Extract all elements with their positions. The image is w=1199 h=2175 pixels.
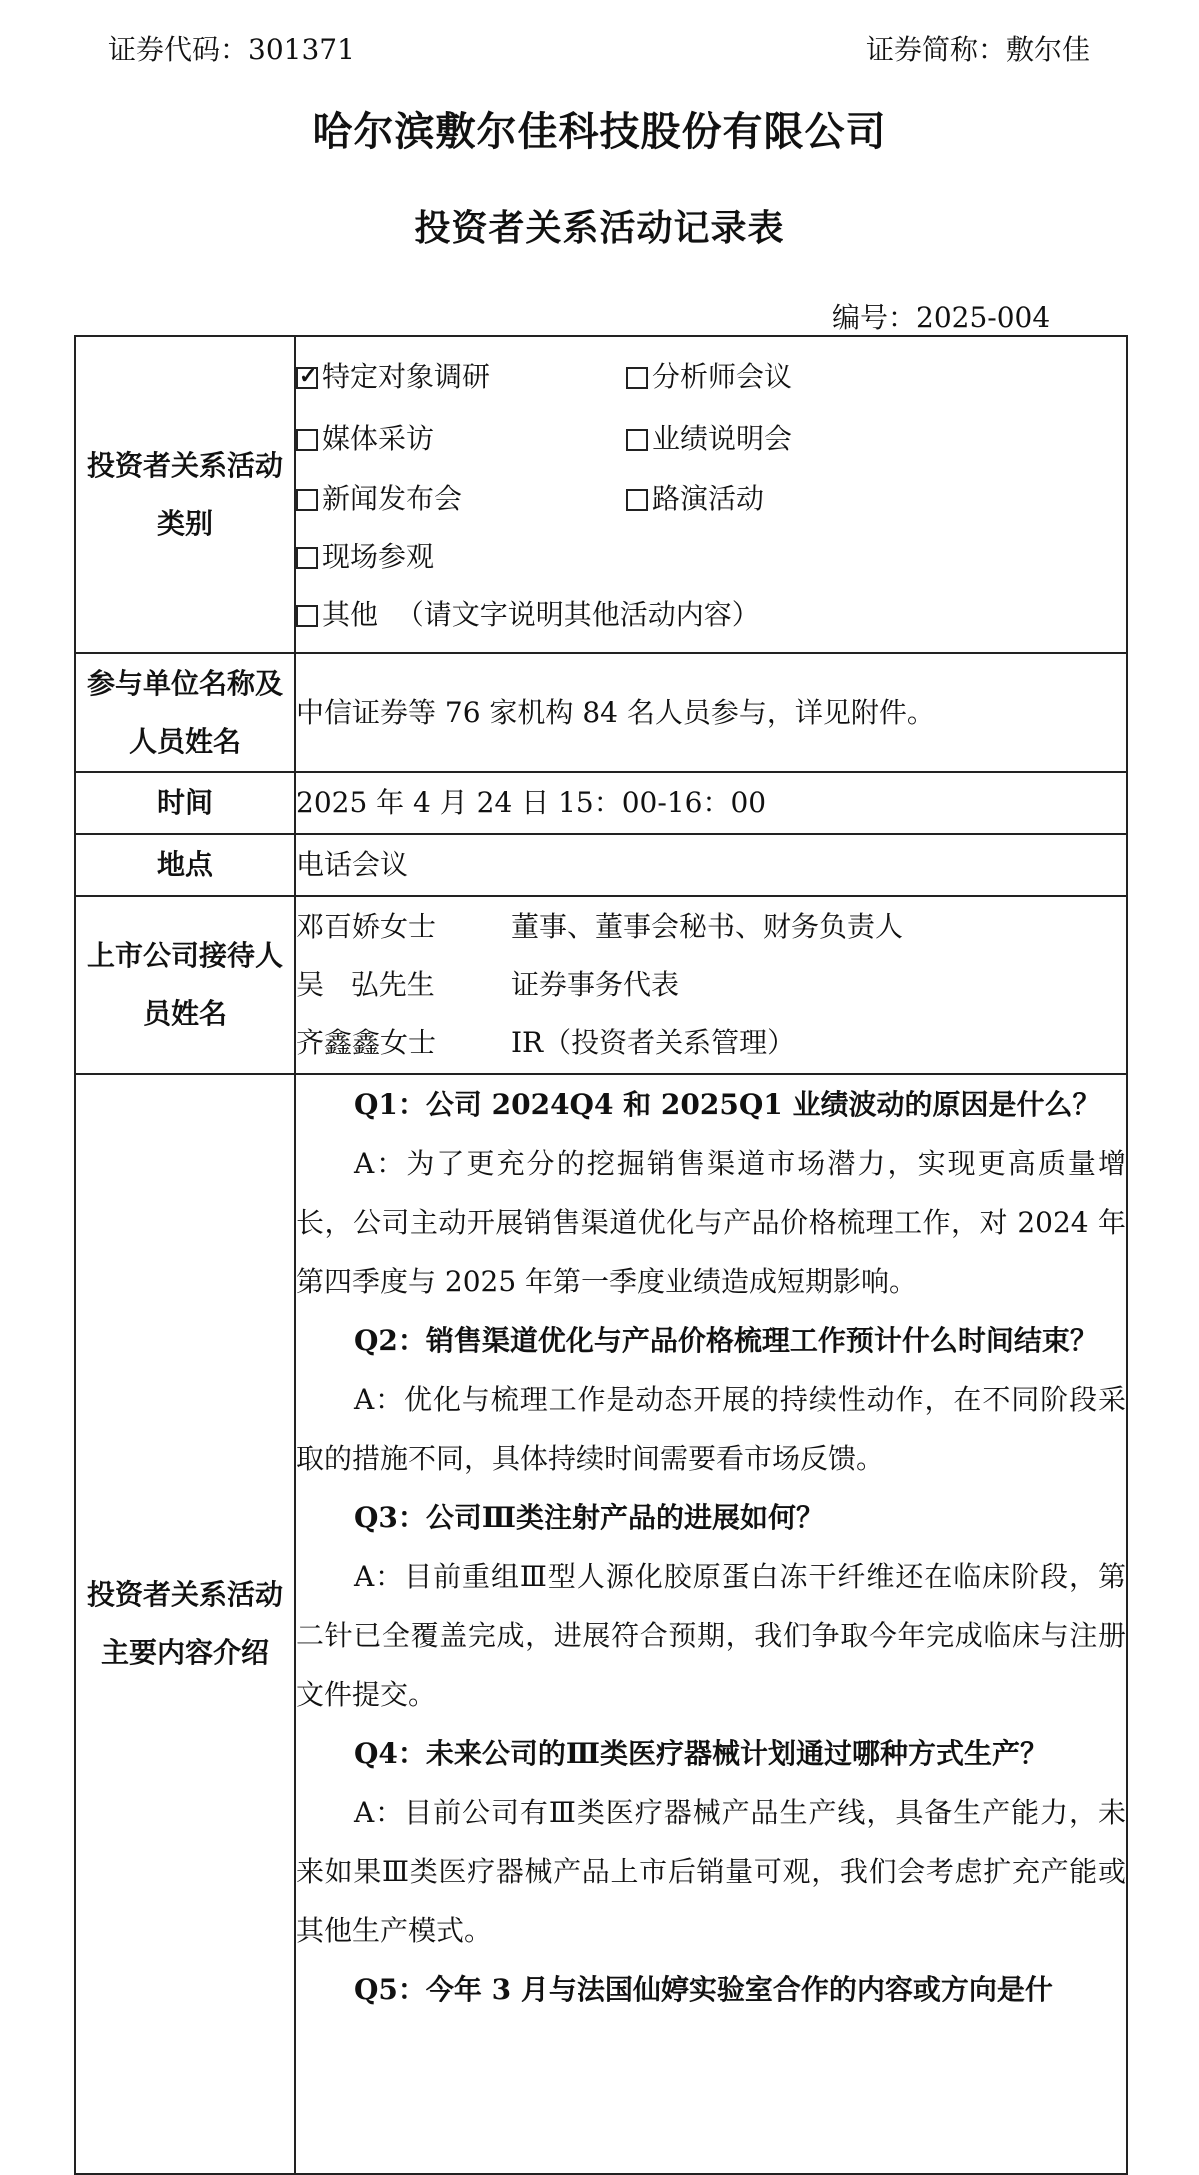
staff-entry (296, 1014, 1126, 1072)
checkbox-icon[interactable] (296, 429, 318, 451)
checkbox-option[interactable] (626, 346, 956, 408)
checkbox-option[interactable] (296, 586, 760, 644)
row-content (75, 1074, 1127, 2174)
staff-role: 证券事务代表 (511, 968, 680, 1001)
activity-type-label: 投资者关系活动类别 (75, 336, 295, 653)
location-value: 电话会议 (295, 834, 1127, 896)
checkbox-option[interactable] (296, 470, 626, 528)
checkbox-icon[interactable] (296, 547, 318, 569)
staff-entry (296, 898, 1126, 956)
row-reception (75, 896, 1127, 1074)
question: Q2：销售渠道优化与产品价格梳理工作预计什么时间结束？ (354, 1324, 1098, 1357)
answer: A：目前重组Ⅲ型人源化胶原蛋白冻干纤维还在临床阶段，第二针已全覆盖完成，进展符合预期，我们争取今年完成临床与注册文件提交。 (296, 1560, 1126, 1711)
participants-value: 中信证券等 76 家机构 84 名人员参与，详见附件。 (295, 653, 1127, 772)
staff-role: 董事、董事会秘书、财务负责人 (511, 910, 904, 943)
checkbox-icon[interactable] (626, 367, 648, 389)
row-participants (75, 653, 1127, 772)
checkbox-option[interactable] (296, 408, 626, 470)
checkbox-label: 新闻发布会 (322, 481, 463, 515)
document-number: 编号：2025-004 (832, 301, 1051, 334)
answer: A：为了更充分的挖掘销售渠道市场潜力，实现更高质量增长，公司主动开展销售渠道优化与产品价格梳理工作，对 2024 年第四季度与 2025 年第一季度业绩造成短期影响。 (296, 1147, 1126, 1298)
answer: A：目前公司有Ⅲ类医疗器械产品生产线，具备生产能力，未来如果Ⅲ类医疗器械产品上市后销量可观，我们会考虑扩充产能或其他生产模式。 (296, 1796, 1126, 1947)
staff-name: 齐鑫鑫女士 (296, 1026, 437, 1059)
staff-role: IR（投资者关系管理） (511, 1026, 796, 1059)
checkbox-label: 特定对象调研 (322, 359, 491, 393)
checkbox-option[interactable] (626, 470, 956, 528)
time-label: 时间 (75, 772, 295, 834)
checkbox-checked-icon[interactable] (296, 367, 318, 389)
checkbox-row (296, 586, 1126, 644)
staff-name: 吴 弘先生 (296, 968, 435, 1001)
checkbox-label: 现场参观 (322, 539, 435, 573)
location-label: 地点 (75, 834, 295, 896)
checkbox-row (296, 528, 1126, 586)
record-table (74, 335, 1128, 2175)
company-name: 哈尔滨敷尔佳科技股份有限公司 (312, 108, 887, 155)
checkbox-row (296, 470, 1126, 528)
checkbox-label: 业绩说明会 (652, 421, 793, 455)
checkbox-option[interactable] (296, 346, 626, 408)
stock-abbreviation: 证券简称：敷尔佳 (866, 33, 1091, 66)
checkbox-option[interactable] (296, 528, 626, 586)
checkbox-label: 其他 （请文字说明其他活动内容） (322, 597, 760, 631)
checkbox-icon[interactable] (626, 429, 648, 451)
checkbox-row (296, 408, 1126, 470)
checkbox-option[interactable] (626, 408, 956, 470)
participants-label: 参与单位名称及人员姓名 (75, 653, 295, 772)
checkbox-label: 分析师会议 (652, 359, 793, 393)
form-title: 投资者关系活动记录表 (414, 207, 785, 249)
qa-section (295, 1074, 1127, 2174)
staff-name: 邓百娇女士 (296, 910, 437, 943)
question: Q5：今年 3 月与法国仙婷实验室合作的内容或方向是什 (354, 1973, 1053, 2006)
row-activity-type (75, 336, 1127, 653)
row-location (75, 834, 1127, 896)
checkbox-icon[interactable] (296, 489, 318, 511)
question: Q4：未来公司的Ⅲ类医疗器械计划通过哪种方式生产？ (354, 1737, 1048, 1770)
reception-label: 上市公司接待人员姓名 (75, 896, 295, 1074)
checkbox-row (296, 346, 1126, 408)
question: Q3：公司Ⅲ类注射产品的进展如何？ (354, 1501, 824, 1534)
answer: A：优化与梳理工作是动态开展的持续性动作，在不同阶段采取的措施不同，具体持续时间需要看市场反馈。 (296, 1383, 1126, 1475)
question: Q1：公司 2024Q4 和 2025Q1 业绩波动的原因是什么？ (354, 1088, 1101, 1121)
checkbox-icon[interactable] (626, 489, 648, 511)
checkbox-label: 媒体采访 (322, 421, 435, 455)
activity-type-options (295, 336, 1127, 653)
row-time (75, 772, 1127, 834)
checkbox-label: 路演活动 (652, 481, 765, 515)
stock-code: 证券代码：301371 (108, 33, 355, 66)
content-label: 投资者关系活动主要内容介绍 (75, 1074, 295, 2174)
checkbox-icon[interactable] (296, 605, 318, 627)
staff-entry (296, 956, 1126, 1014)
time-value: 2025 年 4 月 24 日 15：00-16：00 (295, 772, 1127, 834)
reception-staff (295, 896, 1127, 1074)
